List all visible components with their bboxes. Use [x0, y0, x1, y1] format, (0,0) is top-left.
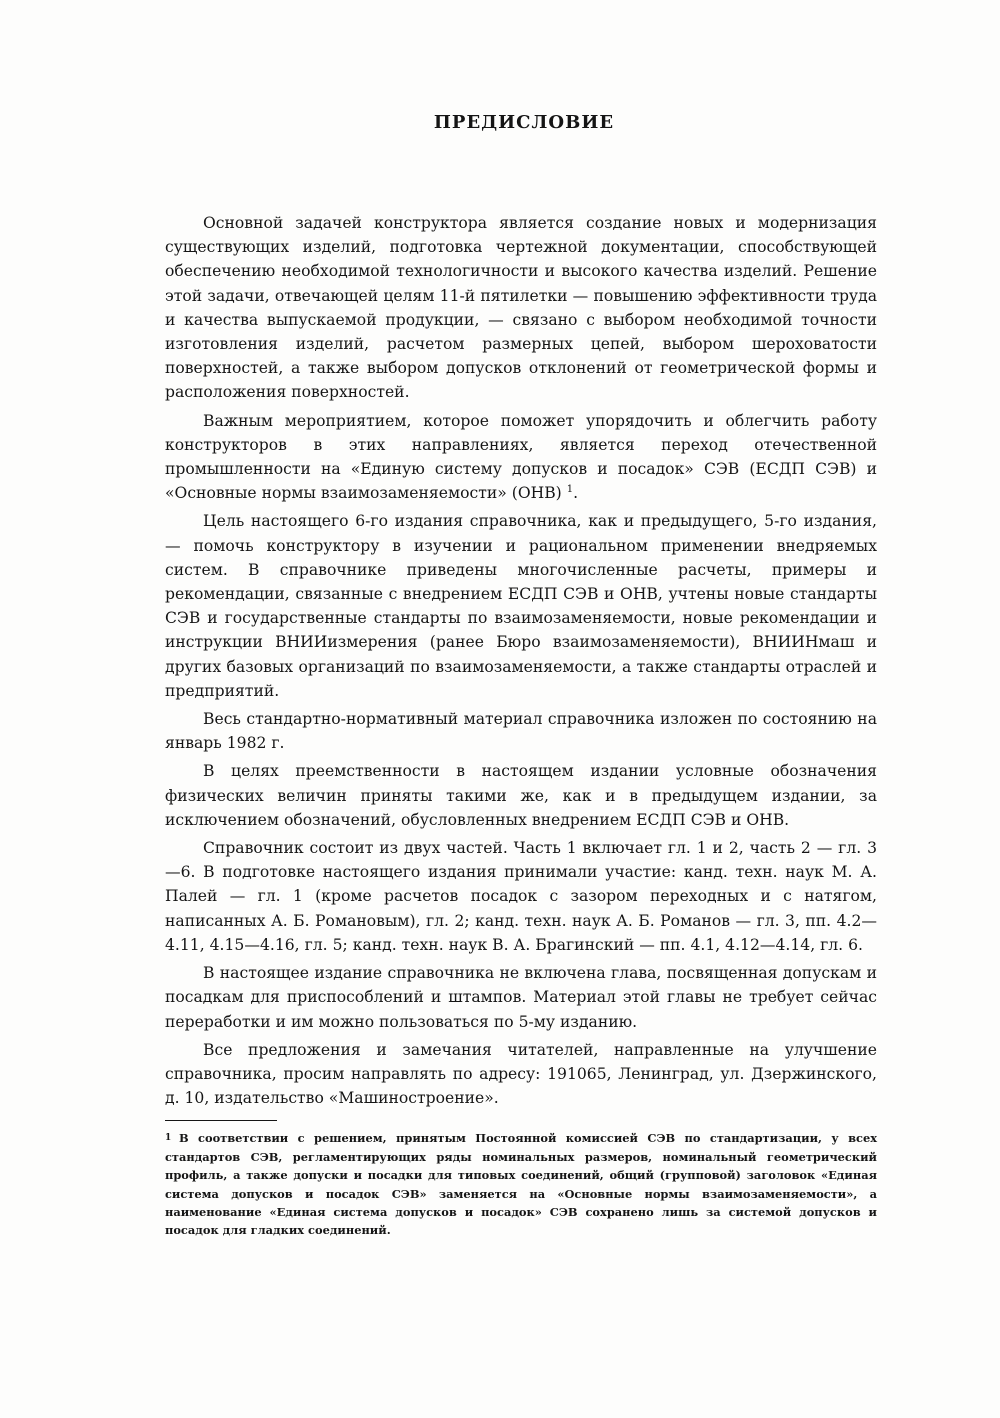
paragraph-1: Основной задачей конструктора является создание новых и модернизация существующих изделий, подготовка чертежной документации, способствующей обеспечению необходимой технологичности и высокого качества изделий. Решение этой задачи, отвечающей целям 11-й пятилетки — повышению эффективности труда и качества выпускаемой продукции, — связано с выбором необходимой точности изготовления изделий, расчетом размерных цепей, выбором шероховатости поверхностей, а также выбором допусков отклонений от геометрической формы и расположения поверхностей.: [165, 214, 877, 402]
paragraph-2-text: Важным мероприятием, которое поможет упорядочить и облегчить работу конструкторов в этих направлениях, является переход отечественной промышленности на «Единую систему допусков и посадок» СЭВ (ЕСДП СЭВ) и «Основные нормы взаимозаменяемости» (ОНВ): [165, 411, 877, 503]
paragraph-2-end: .: [573, 484, 579, 503]
paragraph-3: Цель настоящего 6-го издания справочника, как и предыдущего, 5-го издания, — помочь конструктору в изучении и рациональном применении внедряемых систем. В справочнике приведены многочисленные расчеты, примеры и рекомендации, связанные с внедрением ЕСДП СЭВ и ОНВ, учтены новые стандарты СЭВ и государственные стандарты по взаимозаменяемости, новые рекомендации и инструкции ВНИИизмерения (ранее Бюро взаимозаменяемости), ВНИИНмаш и других базовых организаций по взаимозаменяемости, а также стандарты отраслей и предприятий.: [165, 512, 877, 700]
paragraph-5: В целях преемственности в настоящем издании условные обозначения физических величин приняты такими же, как и в предыдущем издании, за исключением обозначений, обусловленных внедрением ЕСДП СЭВ и ОНВ.: [165, 762, 877, 829]
paragraph-8: Все предложения и замечания читателей, направленные на улучшение справочника, просим направлять по адресу: 191065, Ленинград, ул. Дзержинского, д. 10, издательство «Машиностроение».: [165, 1040, 877, 1108]
footnote-reference[interactable]: 1: [566, 484, 574, 496]
paragraph-2: [165, 409, 877, 506]
footnote: [165, 1129, 877, 1239]
paragraph-4: Весь стандартно-нормативный материал справочника изложен по состоянию на январь 1982 г.: [165, 710, 877, 753]
body-text: [165, 211, 877, 1110]
footnote-marker: 1: [165, 1133, 172, 1144]
paragraph-7: В настоящее издание справочника не включена глава, посвященная допускам и посадкам для приспособлений и штампов. Материал этой главы не требует сейчас переработки и им можно пользоваться по 5-му изданию.: [165, 964, 877, 1031]
page-content: [165, 112, 877, 1240]
footnote-text: В соответствии с решением, принятым Постоянной комиссией СЭВ по стандартизации, у всех стандартов СЭВ, регламентирующих ряды номинальных размеров, номинальный геометрический профиль, а также допуски и посадки для типовых соединений, общий (групповой) заголовок «Единая система допусков и посадок СЭВ» заменяется на «Основные нормы взаимозаменяемости», а наименование «Единая система допусков и посадок» СЭВ сохранено лишь за системой допусков и посадок для гладких соединений.: [165, 1131, 877, 1238]
footnote-divider: [165, 1120, 277, 1121]
page-title: ПРЕДИСЛОВИЕ: [433, 112, 615, 133]
paragraph-6: Справочник состоит из двух частей. Часть 1 включает гл. 1 и 2, часть 2 — гл. 3—6. В подготовке настоящего издания принимали участие: канд. техн. наук М. А. Палей — гл. 1 (кроме расчетов посадок с зазором переходных и с натягом, написанных А. Б. Романовым), гл. 2; канд. техн. наук А. Б. Романов — гл. 3, пп. 4.2—4.11, 4.15—4.16, гл. 5; канд. техн. наук В. А. Брагинский — пп. 4.1, 4.12—4.14, гл. 6.: [165, 839, 877, 954]
